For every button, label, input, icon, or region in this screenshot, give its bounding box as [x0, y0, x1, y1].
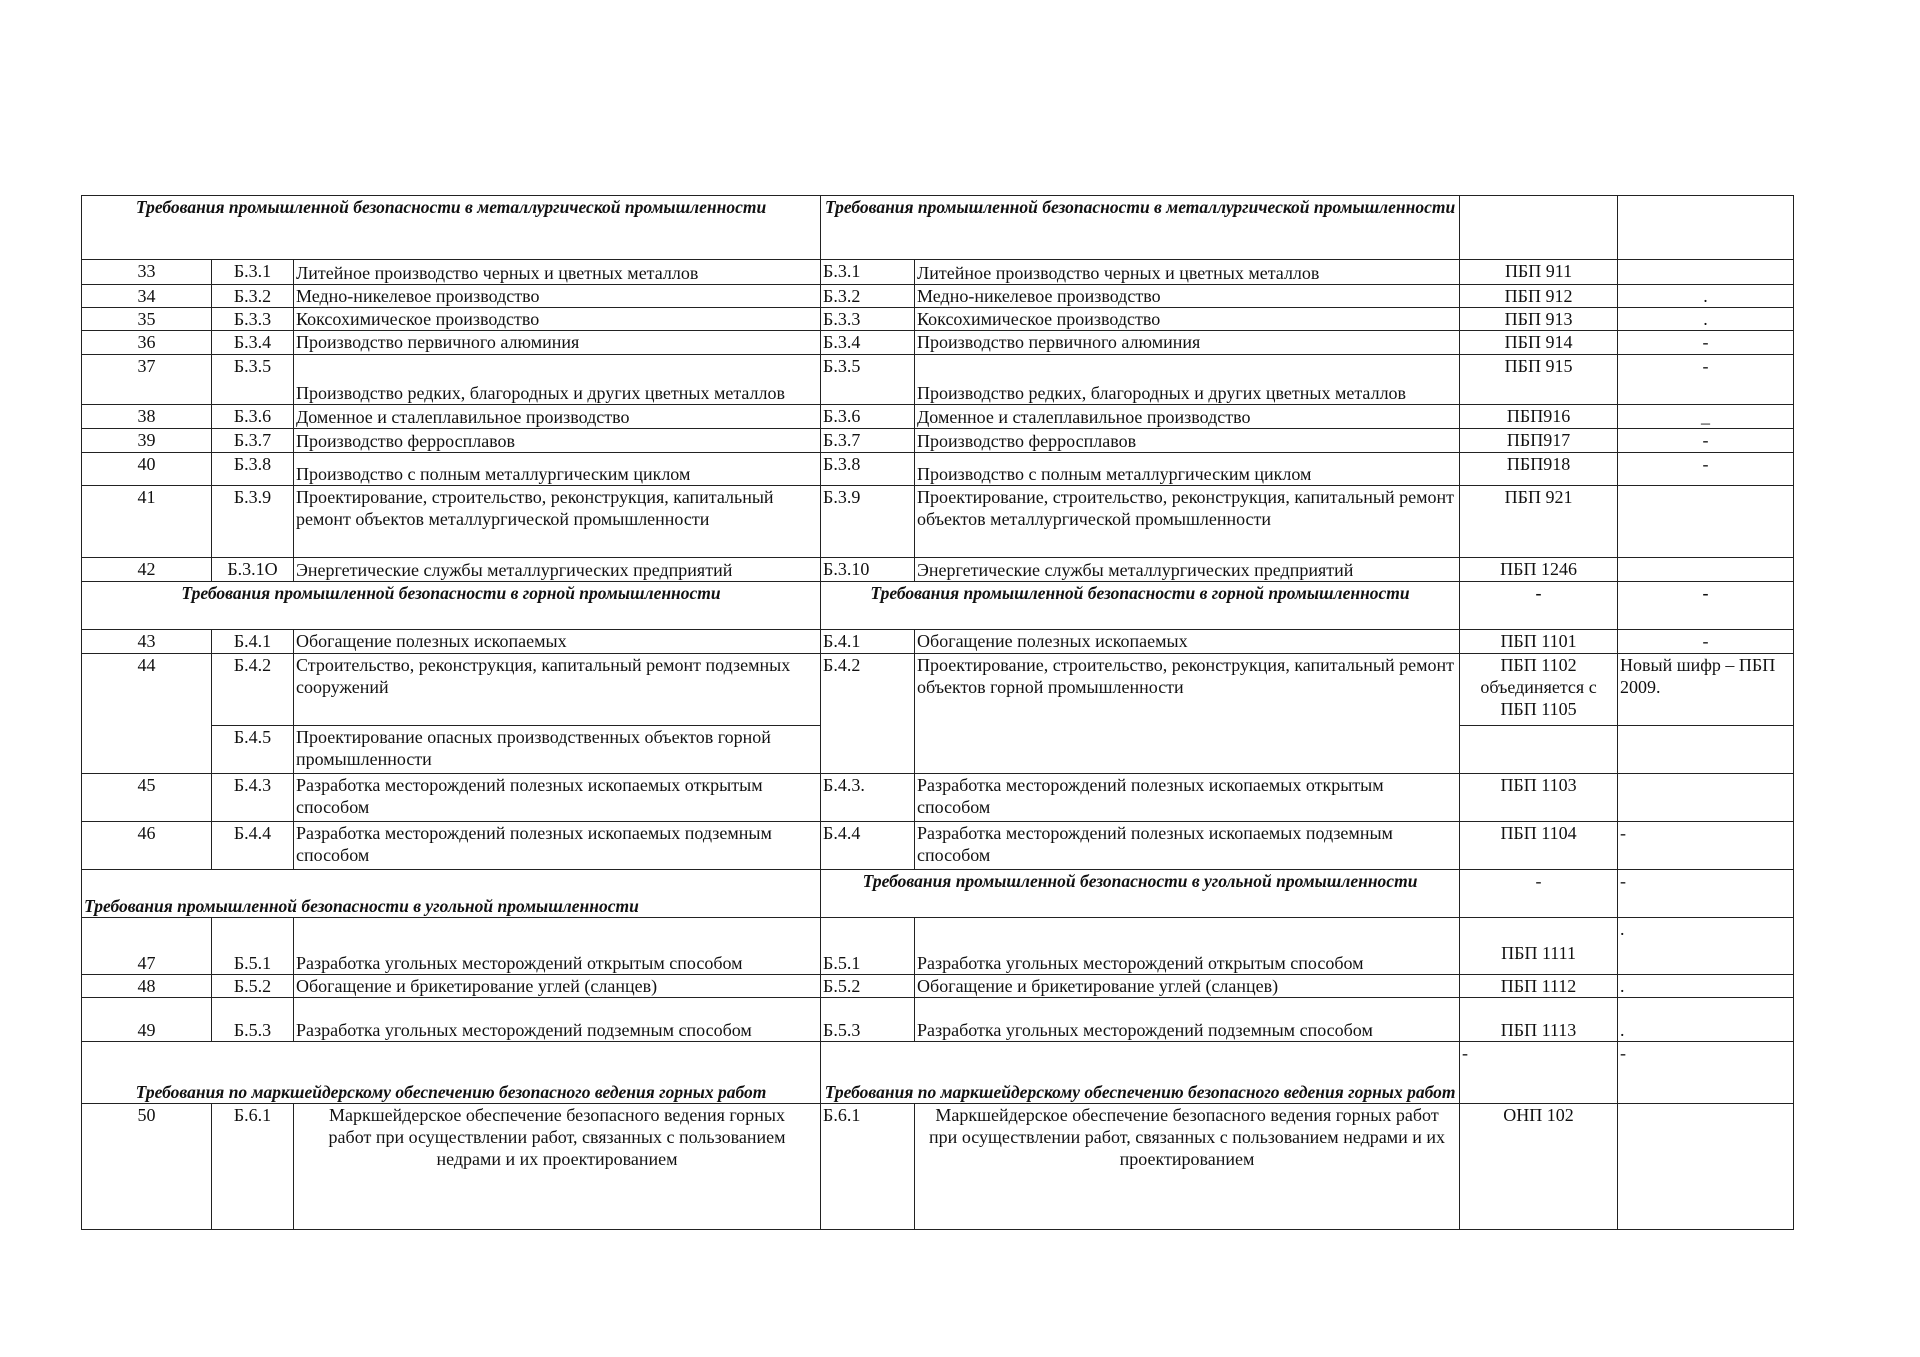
- section-header-row: [82, 1042, 1794, 1104]
- new-item-title: Производство редких, благородных и других цветных металлов: [915, 355, 1460, 405]
- new-item-code: Б.3.7: [821, 429, 915, 453]
- row-number: 49: [82, 998, 212, 1042]
- doc-code: ПБП 1246: [1460, 558, 1618, 582]
- new-item-title: Проектирование, строительство, реконструкция, капитальный ремонт объектов горной промышленности: [915, 654, 1460, 774]
- item-code: Б.3.8: [212, 453, 294, 486]
- doc-code: ПБП 1104: [1460, 822, 1618, 870]
- item-title: Энергетические службы металлургических предприятий: [294, 558, 821, 582]
- section-header-row: [82, 196, 1794, 260]
- new-item-code: Б.3.5: [821, 355, 915, 405]
- item-code: Б.3.1О: [212, 558, 294, 582]
- new-item-code: Б.4.1: [821, 630, 915, 654]
- new-item-code: Б.4.4: [821, 822, 915, 870]
- section-title-right: Требования промышленной безопасности в горной промышленности: [821, 582, 1460, 630]
- new-item-title: Разработка угольных месторождений подземным способом: [915, 998, 1460, 1042]
- item-code: Б.3.9: [212, 486, 294, 558]
- section-title-left: Требования промышленной безопасности в угольной промышленности: [82, 870, 821, 918]
- note-cell: [1618, 196, 1794, 260]
- row-number: 35: [82, 308, 212, 331]
- item-title: Разработка месторождений полезных ископаемых открытым способом: [294, 774, 821, 822]
- doc-code: ПБП 1102 объединяется с ПБП 1105: [1460, 654, 1618, 726]
- note: -: [1618, 429, 1794, 453]
- doc-code: ПБП 912: [1460, 285, 1618, 308]
- new-item-code: Б.3.3: [821, 308, 915, 331]
- document-page: [81, 195, 1793, 1230]
- item-code: Б.3.7: [212, 429, 294, 453]
- item-code: Б.3.6: [212, 405, 294, 429]
- note: [1618, 774, 1794, 822]
- item-title: Доменное и сталеплавильное производство: [294, 405, 821, 429]
- row-number: 47: [82, 918, 212, 975]
- section-header-row: [82, 870, 1794, 918]
- new-item-title: Коксохимическое производство: [915, 308, 1460, 331]
- new-item-title: Проектирование, строительство, реконструкция, капитальный ремонт объектов металлургической промышленности: [915, 486, 1460, 558]
- doc-code: ОНП 102: [1460, 1104, 1618, 1230]
- doc-code: ПБП918: [1460, 453, 1618, 486]
- table-row: [82, 260, 1794, 285]
- table-row: [82, 654, 1794, 726]
- doc-code: -: [1460, 870, 1618, 918]
- requirements-table: [81, 195, 1794, 1230]
- item-title: Литейное производство черных и цветных металлов: [294, 260, 821, 285]
- item-code: Б.3.3: [212, 308, 294, 331]
- note: [1618, 486, 1794, 558]
- row-number: 41: [82, 486, 212, 558]
- item-title: Производство с полным металлургическим циклом: [294, 453, 821, 486]
- doc-code: ПБП 913: [1460, 308, 1618, 331]
- item-title: Производство первичного алюминия: [294, 331, 821, 355]
- row-number: 33: [82, 260, 212, 285]
- item-title: Производство редких, благородных и других цветных металлов: [294, 355, 821, 405]
- note: .: [1618, 998, 1794, 1042]
- table-row: [82, 453, 1794, 486]
- new-item-code: Б.5.3: [821, 998, 915, 1042]
- item-title: Медно-никелевое производство: [294, 285, 821, 308]
- code-cell: [1460, 196, 1618, 260]
- note: [1618, 1104, 1794, 1230]
- new-item-title: Производство первичного алюминия: [915, 331, 1460, 355]
- table-row: [82, 405, 1794, 429]
- doc-code: ПБП 914: [1460, 331, 1618, 355]
- new-item-code: Б.3.8: [821, 453, 915, 486]
- new-item-code: Б.5.1: [821, 918, 915, 975]
- item-title: Строительство, реконструкция, капитальный ремонт подземных сооружений: [294, 654, 821, 726]
- item-code: Б.3.2: [212, 285, 294, 308]
- item-code: Б.5.2: [212, 975, 294, 998]
- doc-code: -: [1460, 1042, 1618, 1104]
- note: -: [1618, 355, 1794, 405]
- note: [1618, 726, 1794, 774]
- table-row: [82, 558, 1794, 582]
- new-item-title: Обогащение полезных ископаемых: [915, 630, 1460, 654]
- item-code: Б.4.5: [212, 726, 294, 774]
- section-title-left: Требования промышленной безопасности в металлургической промышленности: [82, 196, 821, 260]
- doc-code: ПБП916: [1460, 405, 1618, 429]
- item-code: Б.5.3: [212, 998, 294, 1042]
- note: .: [1618, 285, 1794, 308]
- new-item-code: Б.3.6: [821, 405, 915, 429]
- note: Новый шифр – ПБП 2009.: [1618, 654, 1794, 726]
- row-number: 34: [82, 285, 212, 308]
- row-number: 50: [82, 1104, 212, 1230]
- new-item-title: Производство ферросплавов: [915, 429, 1460, 453]
- note: -: [1618, 630, 1794, 654]
- item-code: Б.3.1: [212, 260, 294, 285]
- new-item-code: Б.4.2: [821, 654, 915, 774]
- table-row: [82, 486, 1794, 558]
- new-item-title: Производство с полным металлургическим циклом: [915, 453, 1460, 486]
- section-header-row: [82, 582, 1794, 630]
- new-item-title: Разработка месторождений полезных ископаемых подземным способом: [915, 822, 1460, 870]
- new-item-title: Маркшейдерское обеспечение безопасного ведения горных работ при осуществлении работ, связанных с пользованием недрами и их проектированием: [915, 1104, 1460, 1230]
- new-item-title: Обогащение и брикетирование углей (сланцев): [915, 975, 1460, 998]
- doc-code: ПБП 915: [1460, 355, 1618, 405]
- item-code: Б.4.3: [212, 774, 294, 822]
- item-title: Разработка угольных месторождений подземным способом: [294, 998, 821, 1042]
- row-number: 39: [82, 429, 212, 453]
- section-title-right: Требования промышленной безопасности в металлургической промышленности: [821, 196, 1460, 260]
- table-row: [82, 355, 1794, 405]
- note: -: [1618, 822, 1794, 870]
- section-title-left: Требования промышленной безопасности в горной промышленности: [82, 582, 821, 630]
- item-code: Б.4.4: [212, 822, 294, 870]
- table-row: [82, 429, 1794, 453]
- doc-code: -: [1460, 582, 1618, 630]
- section-title-right: Требования по маркшейдерскому обеспечению безопасного ведения горных работ: [821, 1042, 1460, 1104]
- section-title-left: Требования по маркшейдерскому обеспечению безопасного ведения горных работ: [82, 1042, 821, 1104]
- note: .: [1618, 918, 1794, 975]
- note: -: [1618, 1042, 1794, 1104]
- note: -: [1618, 331, 1794, 355]
- new-item-code: Б.3.4: [821, 331, 915, 355]
- item-title: Обогащение полезных ископаемых: [294, 630, 821, 654]
- table-row: [82, 630, 1794, 654]
- new-item-title: Медно-никелевое производство: [915, 285, 1460, 308]
- doc-code: ПБП 1111: [1460, 918, 1618, 975]
- row-number: 46: [82, 822, 212, 870]
- table-row: [82, 774, 1794, 822]
- row-number: 38: [82, 405, 212, 429]
- item-title: Коксохимическое производство: [294, 308, 821, 331]
- item-code: Б.4.2: [212, 654, 294, 726]
- table-row: [82, 285, 1794, 308]
- doc-code: ПБП 1113: [1460, 998, 1618, 1042]
- new-item-title: Разработка угольных месторождений открытым способом: [915, 918, 1460, 975]
- new-item-code: Б.3.9: [821, 486, 915, 558]
- note: -: [1618, 870, 1794, 918]
- note: [1618, 558, 1794, 582]
- note: -: [1618, 453, 1794, 486]
- row-number: 44: [82, 654, 212, 774]
- item-code: Б.3.4: [212, 331, 294, 355]
- new-item-title: Литейное производство черных и цветных металлов: [915, 260, 1460, 285]
- table-row: [82, 918, 1794, 975]
- row-number: 37: [82, 355, 212, 405]
- new-item-title: Доменное и сталеплавильное производство: [915, 405, 1460, 429]
- row-number: 45: [82, 774, 212, 822]
- row-number: 36: [82, 331, 212, 355]
- note: -: [1618, 582, 1794, 630]
- new-item-title: Разработка месторождений полезных ископаемых открытым способом: [915, 774, 1460, 822]
- table-row: [82, 822, 1794, 870]
- doc-code: ПБП 1101: [1460, 630, 1618, 654]
- note: .: [1618, 308, 1794, 331]
- doc-code: ПБП 1103: [1460, 774, 1618, 822]
- note: _: [1618, 405, 1794, 429]
- note: [1618, 260, 1794, 285]
- table-row: [82, 331, 1794, 355]
- new-item-code: Б.3.1: [821, 260, 915, 285]
- table-row: [82, 1104, 1794, 1230]
- item-title: Разработка угольных месторождений открытым способом: [294, 918, 821, 975]
- row-number: 43: [82, 630, 212, 654]
- row-number: 40: [82, 453, 212, 486]
- new-item-code: Б.3.2: [821, 285, 915, 308]
- item-code: Б.4.1: [212, 630, 294, 654]
- item-title: Проектирование опасных производственных объектов горной промышленности: [294, 726, 821, 774]
- section-title-right: Требования промышленной безопасности в угольной промышленности: [821, 870, 1460, 918]
- item-title: Разработка месторождений полезных ископаемых подземным способом: [294, 822, 821, 870]
- note: .: [1618, 975, 1794, 998]
- table-row: [82, 975, 1794, 998]
- table-row: [82, 308, 1794, 331]
- row-number: 48: [82, 975, 212, 998]
- doc-code: [1460, 726, 1618, 774]
- item-code: Б.6.1: [212, 1104, 294, 1230]
- item-title: Проектирование, строительство, реконструкция, капитальный ремонт объектов металлургической промышленности: [294, 486, 821, 558]
- item-code: Б.3.5: [212, 355, 294, 405]
- new-item-title: Энергетические службы металлургических предприятий: [915, 558, 1460, 582]
- row-number: 42: [82, 558, 212, 582]
- doc-code: ПБП 1112: [1460, 975, 1618, 998]
- item-title: Обогащение и брикетирование углей (сланцев): [294, 975, 821, 998]
- new-item-code: Б.6.1: [821, 1104, 915, 1230]
- item-title: Маркшейдерское обеспечение безопасного ведения горных работ при осуществлении работ, связанных с пользованием недрами и их проектированием: [294, 1104, 821, 1230]
- item-title: Производство ферросплавов: [294, 429, 821, 453]
- new-item-code: Б.3.10: [821, 558, 915, 582]
- doc-code: ПБП 921: [1460, 486, 1618, 558]
- doc-code: ПБП 911: [1460, 260, 1618, 285]
- table-row: [82, 998, 1794, 1042]
- new-item-code: Б.5.2: [821, 975, 915, 998]
- doc-code: ПБП917: [1460, 429, 1618, 453]
- new-item-code: Б.4.3.: [821, 774, 915, 822]
- item-code: Б.5.1: [212, 918, 294, 975]
